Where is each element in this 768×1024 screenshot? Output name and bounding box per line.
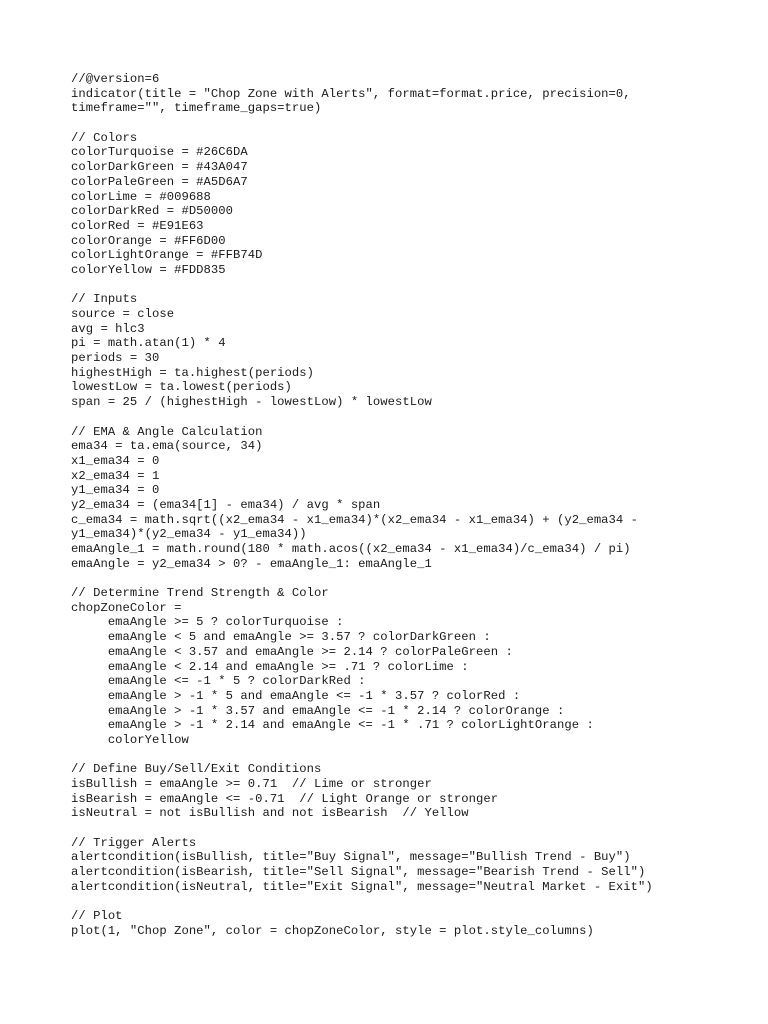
- code-line: // EMA & Angle Calculation: [71, 424, 263, 439]
- code-line: y2_ema34 = (ema34[1] - ema34) / avg * span: [71, 497, 381, 512]
- code-line: alertcondition(isNeutral, title="Exit Signal", message="Neutral Market - Exit"): [71, 879, 653, 894]
- code-line: emaAngle <= -1 * 5 ? colorDarkRed :: [71, 674, 366, 689]
- code-line: colorLightOrange = #FFB74D: [71, 248, 263, 263]
- code-line: emaAngle > -1 * 5 and emaAngle <= -1 * 3.57 ? colorRed :: [71, 688, 521, 703]
- code-line: // Define Buy/Sell/Exit Conditions: [71, 762, 322, 777]
- blank-line: [71, 278, 751, 293]
- code-line: span = 25 / (highestHigh - lowestLow) * lowestLow: [71, 395, 432, 410]
- code-line: colorRed = #E91E63: [71, 218, 204, 233]
- code-line: colorYellow = #FDD835: [71, 262, 226, 277]
- code-line: //@version=6: [71, 72, 160, 86]
- blank-line: [71, 821, 751, 836]
- code-line: timeframe="", timeframe_gaps=true): [71, 101, 322, 116]
- code-line: source = close: [71, 307, 175, 321]
- code-line: colorPaleGreen = #A5D6A7: [71, 174, 248, 189]
- code-line: y1_ema34 = 0: [71, 483, 160, 498]
- code-line: plot(1, "Chop Zone", color = chopZoneColor, style = plot.style_columns): [71, 923, 594, 938]
- code-line: pi = math.atan(1) * 4: [71, 336, 226, 351]
- code-line: // Plot: [71, 909, 123, 924]
- code-line: // Trigger Alerts: [71, 835, 197, 850]
- code-line: // Inputs: [71, 292, 138, 307]
- code-line: colorLime = #009688: [71, 189, 211, 204]
- code-line: alertcondition(isBullish, title="Buy Signal", message="Bullish Trend - Buy"): [71, 850, 631, 865]
- code-line: y1_ema34)*(y2_ema34 - y1_ema34)): [71, 527, 307, 542]
- code-line: emaAngle > -1 * 2.14 and emaAngle <= -1 * .71 ? colorLightOrange :: [71, 718, 594, 733]
- code-line: isNeutral = not isBullish and not isBearish // Yellow: [71, 806, 469, 821]
- code-line: // Colors: [71, 130, 138, 145]
- code-line: colorDarkRed = #D50000: [71, 204, 234, 219]
- code-line: periods = 30: [71, 351, 160, 366]
- code-line: x1_ema34 = 0: [71, 453, 160, 468]
- code-line: chopZoneColor =: [71, 600, 182, 615]
- blank-line: [71, 895, 751, 910]
- code-line: alertcondition(isBearish, title="Sell Signal", message="Bearish Trend - Sell"): [71, 865, 646, 880]
- code-line: colorOrange = #FF6D00: [71, 233, 226, 248]
- code-line: indicator(title = "Chop Zone with Alerts", format=format.price, precision=0,: [71, 86, 631, 101]
- blank-line: [71, 748, 751, 763]
- code-line: isBullish = emaAngle >= 0.71 // Lime or stronger: [71, 777, 432, 791]
- code-line: ema34 = ta.ema(source, 34): [71, 439, 263, 454]
- code-document: [71, 72, 751, 939]
- code-line: emaAngle_1 = math.round(180 * math.acos((x2_ema34 - x1_ema34)/c_ema34) / pi): [71, 542, 631, 556]
- blank-line: [71, 571, 751, 586]
- blank-line: [71, 410, 751, 425]
- code-line: lowestLow = ta.lowest(periods): [71, 380, 292, 395]
- code-line: isBearish = emaAngle <= -0.71 // Light Orange or stronger: [71, 791, 499, 806]
- code-line: colorYellow: [71, 732, 189, 747]
- code-line: colorTurquoise = #26C6DA: [71, 145, 248, 160]
- code-line: x2_ema34 = 1: [71, 468, 160, 483]
- code-line: // Determine Trend Strength & Color: [71, 586, 329, 601]
- code-line: emaAngle > -1 * 3.57 and emaAngle <= -1 * 2.14 ? colorOrange :: [71, 703, 565, 718]
- blank-line: [71, 116, 751, 131]
- code-line: emaAngle >= 5 ? colorTurquoise :: [71, 615, 344, 630]
- code-line: emaAngle < 2.14 and emaAngle >= .71 ? colorLime :: [71, 659, 469, 674]
- code-line: emaAngle < 5 and emaAngle >= 3.57 ? colorDarkGreen :: [71, 630, 491, 645]
- code-line: c_ema34 = math.sqrt((x2_ema34 - x1_ema34)*(x2_ema34 - x1_ema34) + (y2_ema34 -: [71, 512, 639, 527]
- code-line: avg = hlc3: [71, 321, 145, 336]
- code-line: emaAngle < 3.57 and emaAngle >= 2.14 ? colorPaleGreen :: [71, 644, 513, 659]
- code-line: colorDarkGreen = #43A047: [71, 160, 248, 175]
- code-line: highestHigh = ta.highest(periods): [71, 365, 315, 380]
- code-line: emaAngle = y2_ema34 > 0? - emaAngle_1: emaAngle_1: [71, 556, 432, 571]
